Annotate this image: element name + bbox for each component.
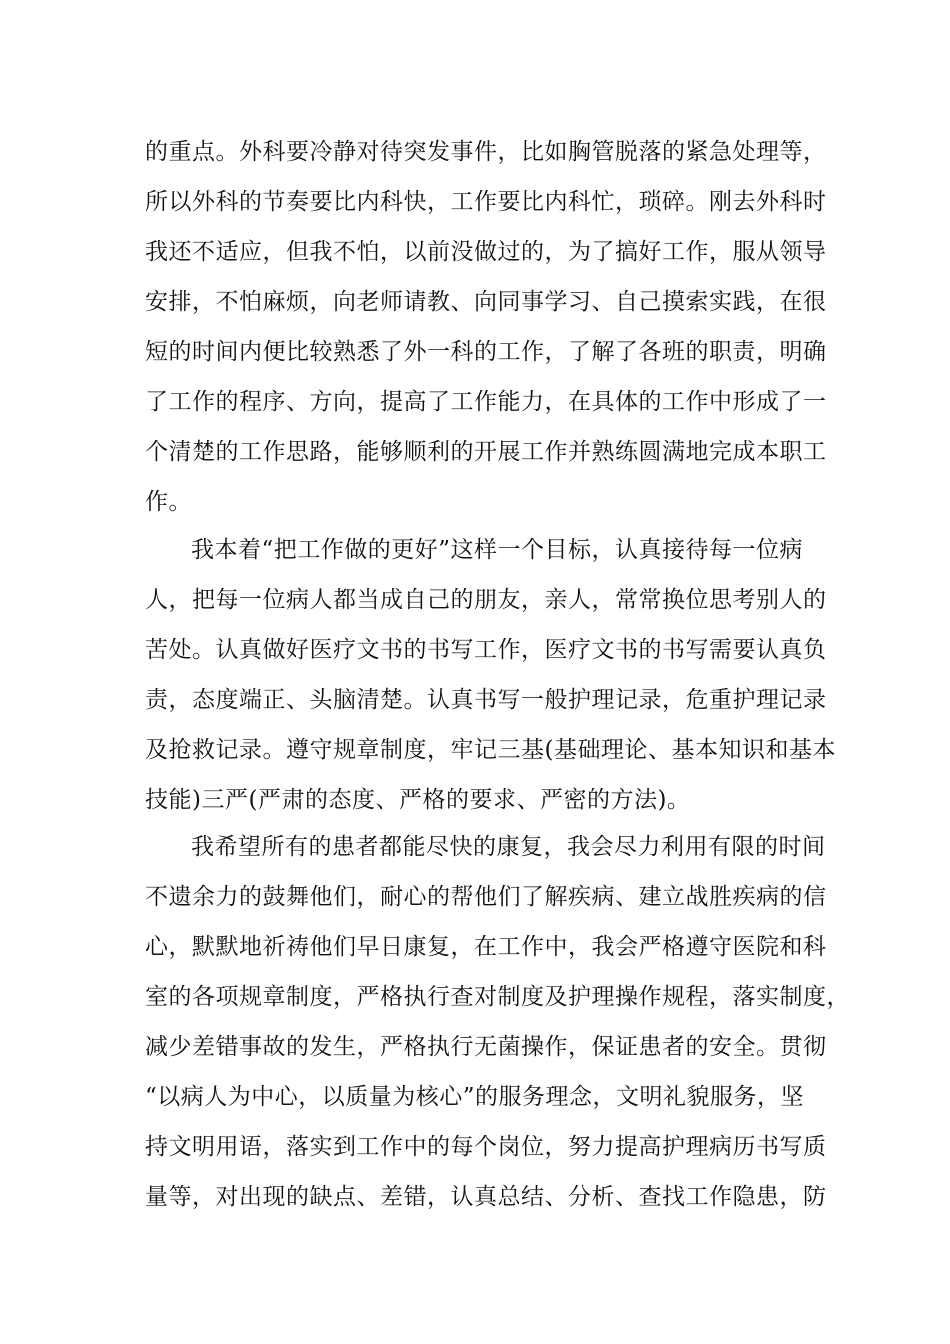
- text-line: 责，态度端正、头脑清楚。认真书写一般护理记录，危重护理记录: [145, 687, 827, 713]
- text-line: 苦处。认真做好医疗文书的书写工作，医疗文书的书写需要认真负: [145, 637, 827, 663]
- text-line: 心，默默地祈祷他们早日康复，在工作中，我会严格遵守医院和科: [145, 934, 827, 960]
- text-line: 量等，对出现的缺点、差错，认真总结、分析、查找工作隐患，防: [145, 1184, 827, 1210]
- text-line: 的重点。外科要冷静对待突发事件，比如胸管脱落的紧急处理等，: [145, 139, 827, 165]
- text-line: 所以外科的节奏要比内科快，工作要比内科忙，琐碎。刚去外科时: [145, 189, 827, 215]
- text-line: 短的时间内便比较熟悉了外一科的工作，了解了各班的职责，明确: [145, 339, 827, 365]
- text-line: 作。: [145, 489, 192, 515]
- text-line: 持文明用语，落实到工作中的每个岗位，努力提高护理病历书写质: [145, 1134, 827, 1160]
- text-line-first: 我希望所有的患者都能尽快的康复，我会尽力利用有限的时间: [191, 834, 826, 860]
- text-line: 个清楚的工作思路，能够顺利的开展工作并熟练圆满地完成本职工: [145, 439, 827, 465]
- text-line: “以病人为中心，以质量为核心”的服务理念，文明礼貌服务，坚: [145, 1084, 805, 1110]
- text-line: 减少差错事故的发生，严格执行无菌操作，保证患者的安全。贯彻: [145, 1034, 827, 1060]
- text-line: 我还不适应，但我不怕，以前没做过的，为了搞好工作，服从领导: [145, 239, 827, 265]
- text-line: 安排，不怕麻烦，向老师请教、向同事学习、自己摸索实践，在很: [145, 289, 827, 315]
- text-line: 室的各项规章制度，严格执行查对制度及护理操作规程，落实制度，: [145, 984, 850, 1010]
- text-line: 技能)三严(严肃的态度、严格的要求、严密的方法)。: [145, 787, 691, 813]
- text-line-first: 我本着“把工作做的更好”这样一个目标，认真接待每一位病: [191, 537, 804, 563]
- paragraph-1: [145, 127, 827, 527]
- text-line: 不遗余力的鼓舞他们，耐心的帮他们了解疾病、建立战胜疾病的信: [145, 884, 827, 910]
- paragraph-2: [145, 525, 836, 825]
- text-line: 了工作的程序、方向，提高了工作能力，在具体的工作中形成了一: [145, 389, 827, 415]
- text-line: 及抢救记录。遵守规章制度，牢记三基(基础理论、基本知识和基本: [145, 737, 836, 763]
- paragraph-3: [145, 822, 850, 1222]
- text-line: 人，把每一位病人都当成自己的朋友，亲人，常常换位思考别人的: [145, 587, 827, 613]
